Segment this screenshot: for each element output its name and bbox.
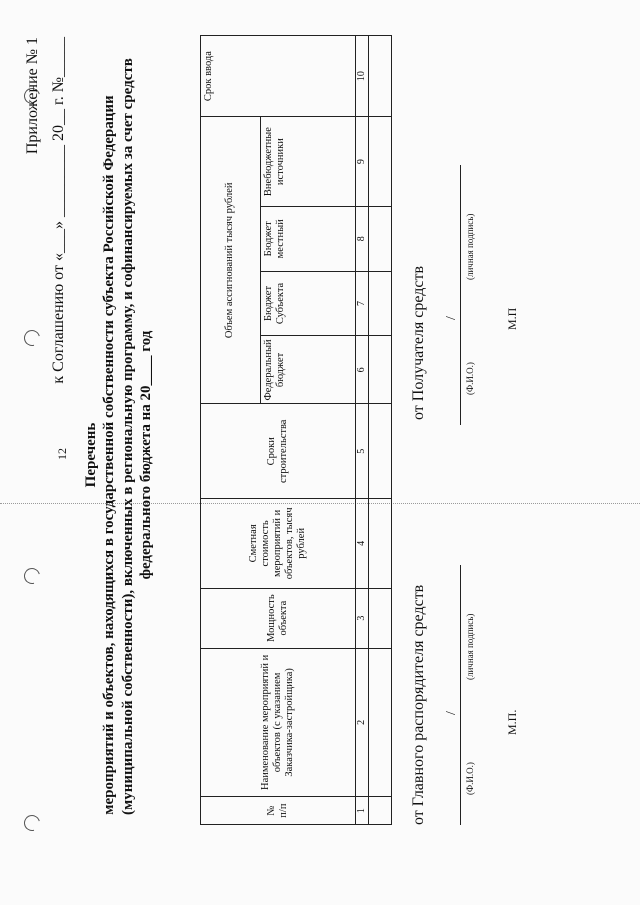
agreement-line: к Соглашению от «___» _________ 20__ г. №_____ [49, 37, 67, 384]
objects-table [200, 35, 392, 825]
column-number: 3 [356, 588, 369, 648]
column-number: 5 [356, 404, 369, 499]
title-heading: Перечень [83, 422, 99, 488]
header-subject: Бюджет Субъекта [261, 271, 356, 336]
table-cell [369, 648, 392, 797]
title-line-3: федерального бюджета на 20____ год [137, 330, 154, 580]
table-cell [369, 117, 392, 207]
table-cell [369, 588, 392, 648]
table-cell [369, 336, 392, 404]
page-number: 12 [55, 448, 69, 460]
signature-left-line [460, 565, 461, 825]
header-cost: Сметная стоимость мероприятий и объектов, тысяч рублей [201, 499, 356, 589]
signature-left-slash: / [444, 711, 459, 715]
table-cell [369, 499, 392, 589]
signature-left-title: от Главного распорядителя средств [410, 584, 427, 825]
header-commission: Срок ввода [201, 36, 356, 117]
appendix-label: Приложение № 1 [24, 37, 41, 155]
column-number: 1 [356, 797, 369, 825]
column-number: 8 [356, 206, 369, 271]
signature-right-fio: (Ф.И.О.) [465, 362, 475, 395]
column-number: 10 [356, 36, 369, 117]
title-line-2: (муниципальной собственности), включенных в региональную программу, и софинансируемых за счет средств [119, 58, 136, 815]
column-number: 6 [356, 336, 369, 404]
header-capacity: Мощность объекта [201, 588, 356, 648]
table-cell [369, 404, 392, 499]
column-number-row [356, 36, 369, 825]
header-extra: Внебюджетные источники [261, 117, 356, 207]
table-row [369, 36, 392, 825]
signature-right-personal: (личная подпись) [465, 213, 475, 280]
signature-left-personal: (личная подпись) [465, 613, 475, 680]
header-period: Сроки строительства [201, 404, 356, 499]
header-no: № п/п [201, 797, 356, 825]
table-cell [369, 36, 392, 117]
header-name: Наименование мероприятий и объектов (с указанием Заказчика-застройщика) [201, 648, 356, 797]
signature-right-slash: / [444, 316, 459, 320]
table-cell [369, 797, 392, 825]
column-number: 7 [356, 271, 369, 336]
rotated-document [20, 25, 620, 885]
stamp-right: М.П [505, 307, 519, 330]
signature-right-title: от Получателя средств [410, 265, 427, 420]
column-number: 9 [356, 117, 369, 207]
header-local: Бюджет местный [261, 206, 356, 271]
stamp-left: М.П. [505, 709, 519, 735]
header-funding: Объем ассигнований тысяч рублей [201, 117, 261, 404]
signature-left-fio: (Ф.И.О.) [465, 762, 475, 795]
title-line-1: мероприятий и объектов, находящихся в государственной собственности субъекта Российской Федерации [101, 95, 118, 815]
table-cell [369, 206, 392, 271]
appendix-header [20, 37, 71, 384]
table-cell [369, 271, 392, 336]
header-federal: Федеральный бюджет [261, 336, 356, 404]
column-number: 2 [356, 648, 369, 797]
column-number: 4 [356, 499, 369, 589]
signature-right-line [460, 165, 461, 425]
document-title [82, 58, 155, 815]
